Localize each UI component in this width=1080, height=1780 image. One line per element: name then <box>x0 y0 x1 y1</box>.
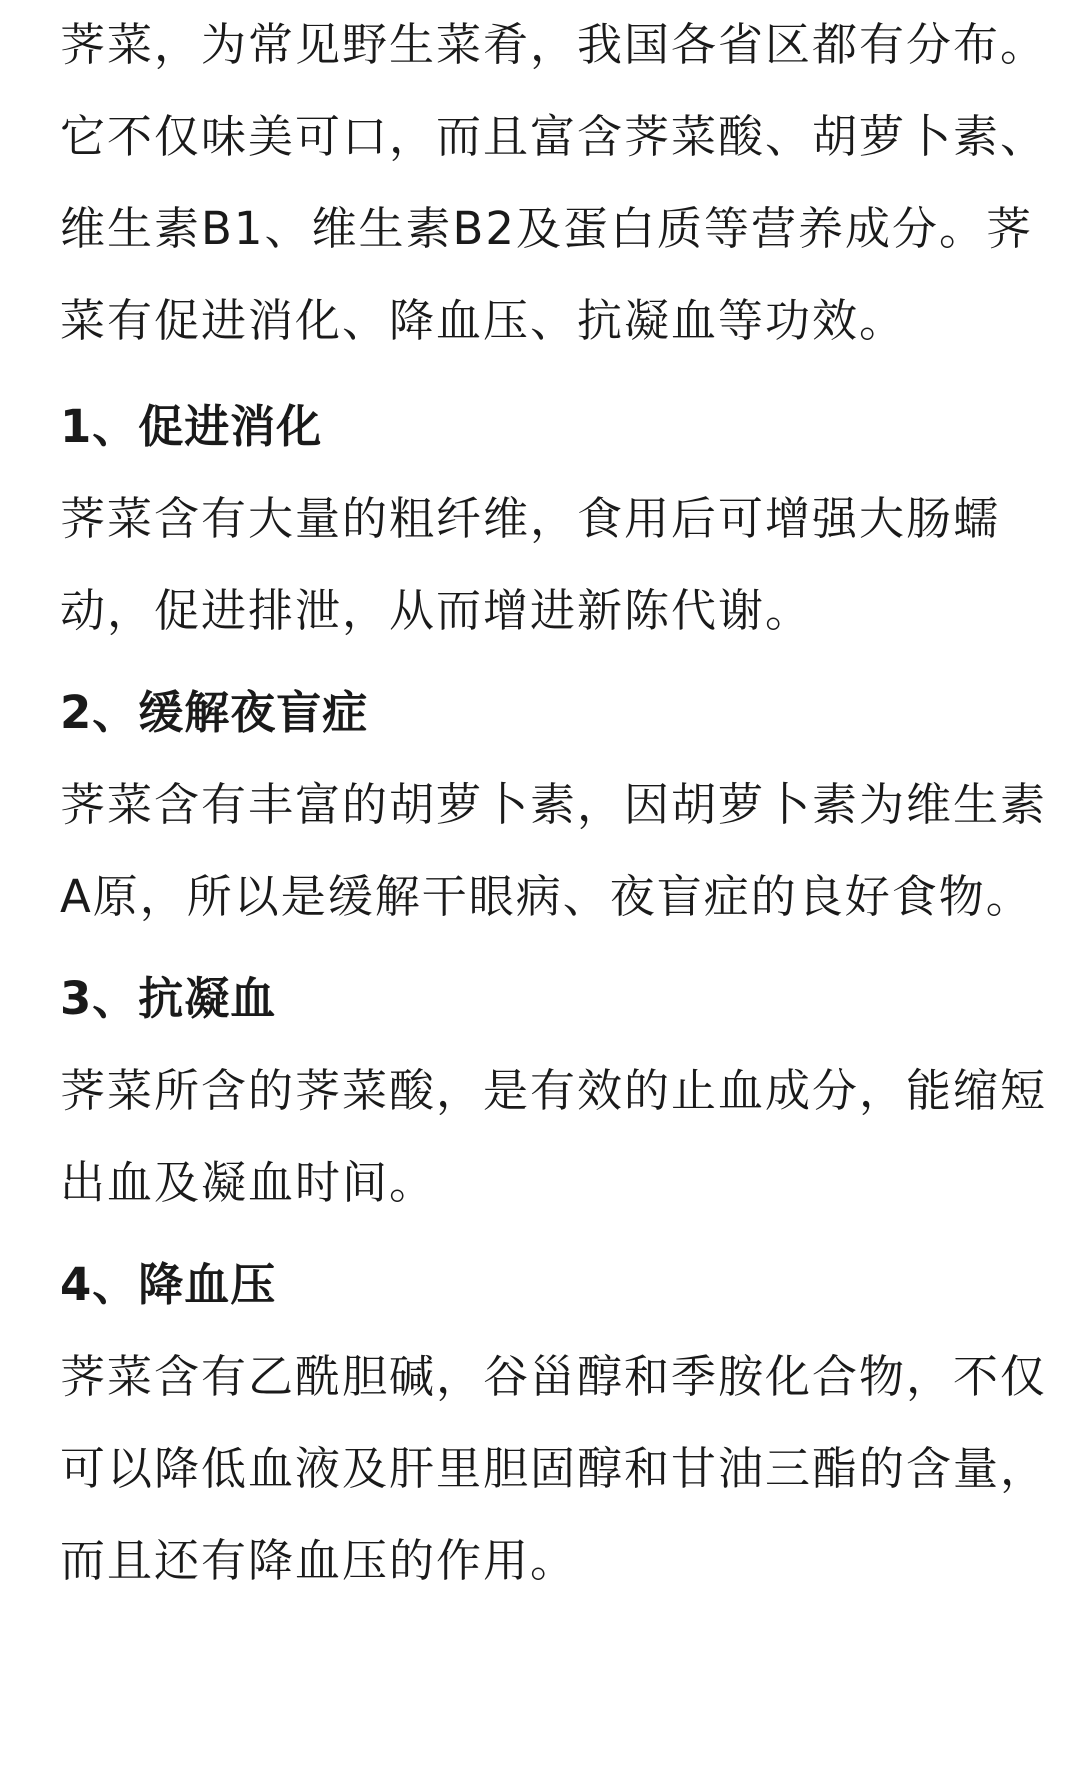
section-heading: 1、促进消化 <box>60 400 323 453</box>
section-heading: 4、降血压 <box>60 1258 277 1311</box>
section-night-blindness <box>60 667 1050 943</box>
section-heading: 2、缓解夜盲症 <box>60 686 369 739</box>
section-paragraph: 荠菜含有大量的粗纤维，食用后可增强大肠蠕动，促进排泄，从而增进新陈代谢。 <box>60 492 1001 637</box>
section-paragraph: 荠菜所含的荠菜酸，是有效的止血成分，能缩短出血及凝血时间。 <box>60 1064 1048 1209</box>
intro-paragraph: 荠菜，为常见野生菜肴，我国各省区都有分布。它不仅味美可口，而且富含荠菜酸、胡萝卜素、维生素B1、维生素B2及蛋白质等营养成分。荠菜有促进消化、降血压、抗凝血等功效。 <box>60 18 1048 347</box>
article-body <box>60 0 1050 1607</box>
section-paragraph: 荠菜含有丰富的胡萝卜素，因胡萝卜素为维生素A原，所以是缓解干眼病、夜盲症的良好食物。 <box>60 778 1048 923</box>
section-blood-pressure <box>60 1239 1050 1607</box>
section-digestion <box>60 381 1050 657</box>
section-anticoagulation <box>60 953 1050 1229</box>
section-heading: 3、抗凝血 <box>60 972 277 1025</box>
section-paragraph: 荠菜含有乙酰胆碱，谷甾醇和季胺化合物，不仅可以降低血液及肝里胆固醇和甘油三酯的含量，而且还有降血压的作用。 <box>60 1350 1048 1587</box>
